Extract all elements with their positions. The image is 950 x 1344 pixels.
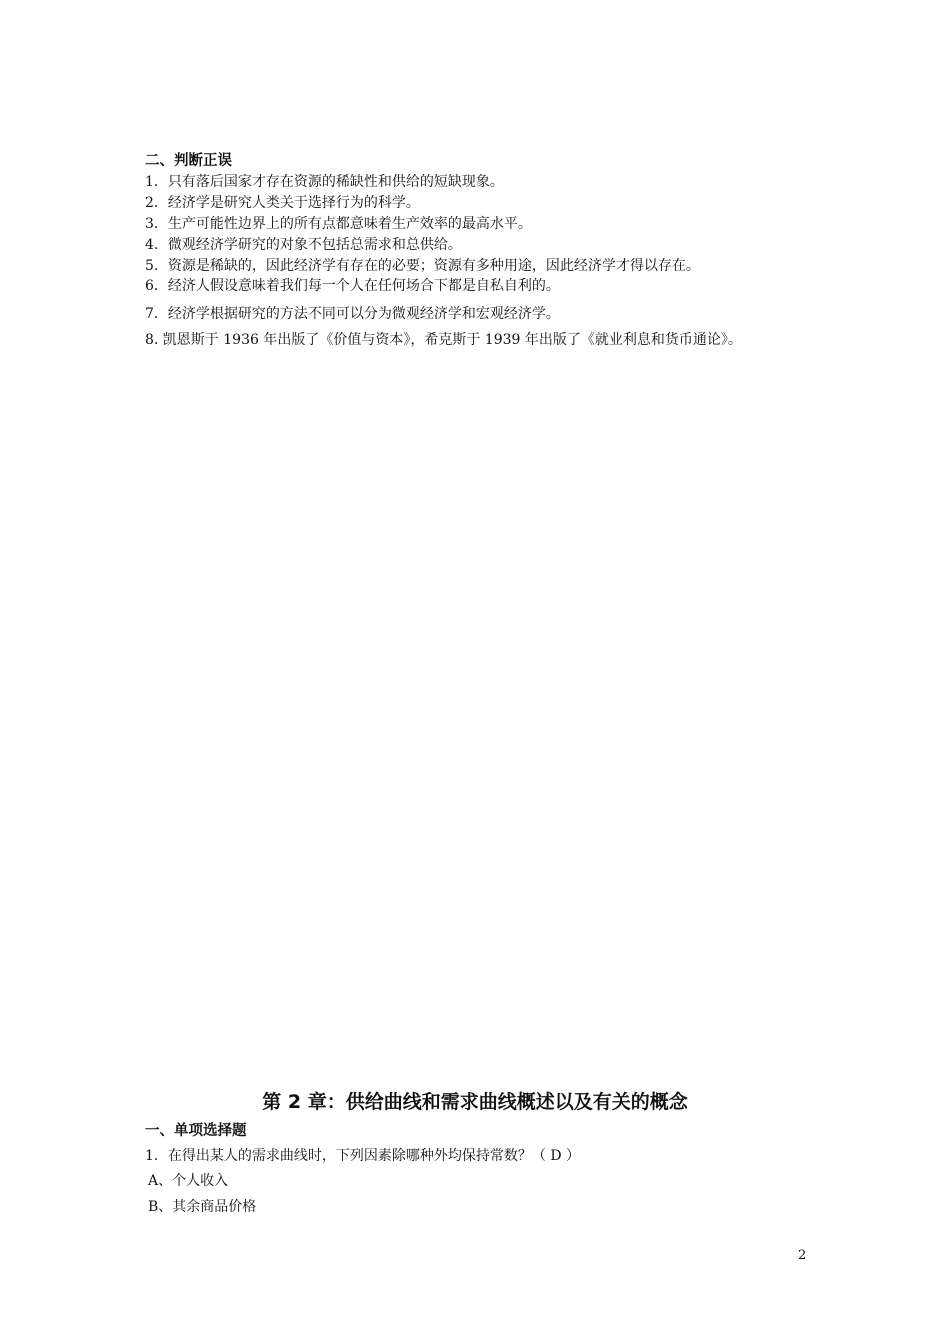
judgement-item-2: 2．经济学是研究人类关于选择行为的科学。 <box>145 195 420 211</box>
judgement-item-5: 5．资源是稀缺的，因此经济学有存在的必要；资源有多种用途，因此经济学才得以存在。 <box>145 258 700 274</box>
question-1-option-a: A、个人收入 <box>148 1173 229 1189</box>
judgement-item-3: 3．生产可能性边界上的所有点都意味着生产效率的最高水平。 <box>145 216 532 232</box>
judgement-item-6: 6．经济人假设意味着我们每一个人在任何场合下都是自私自利的。 <box>145 278 560 294</box>
judgement-item-7: 7．经济学根据研究的方法不同可以分为微观经济学和宏观经济学。 <box>145 306 560 322</box>
question-1: 1．在得出某人的需求曲线时，下列因素除哪种外均保持常数？（ D ） <box>145 1148 581 1164</box>
section-heading-judgement: 二、判断正误 <box>145 153 232 169</box>
question-1-option-b: B、其余商品价格 <box>148 1199 257 1215</box>
judgement-item-8: 8. 凯恩斯于 1936 年出版了《价值与资本》，希克斯于 1939 年出版了《就业利息和货币通论》。 <box>145 332 742 348</box>
chapter-title: 第 2 章：供给曲线和需求曲线概述以及有关的概念 <box>262 1091 688 1113</box>
section-heading-single-choice: 一、单项选择题 <box>145 1123 247 1139</box>
judgement-item-1: 1．只有落后国家才存在资源的稀缺性和供给的短缺现象。 <box>145 174 504 190</box>
page-number: 2 <box>798 1248 807 1263</box>
judgement-item-4: 4．微观经济学研究的对象不包括总需求和总供给。 <box>145 237 462 253</box>
